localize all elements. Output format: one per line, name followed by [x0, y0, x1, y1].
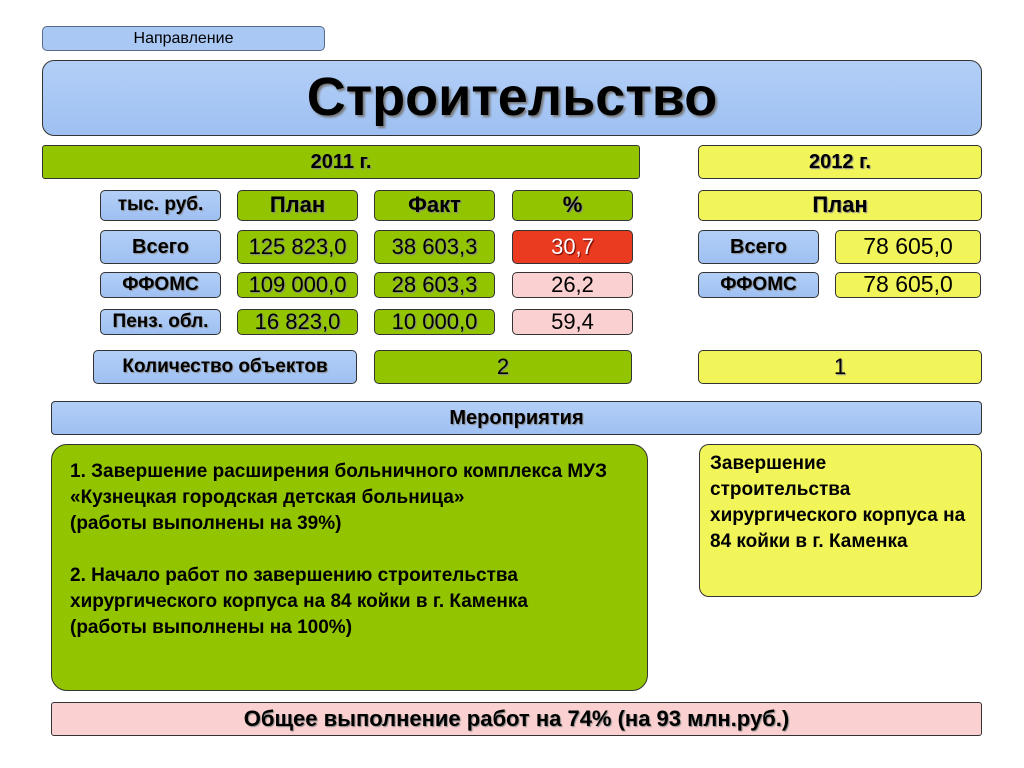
row-label-penza: Пенз. обл.: [100, 309, 221, 335]
row-label-ffoms: ФФОМС: [100, 272, 221, 298]
fact-ffoms-2011: 28 603,3: [374, 272, 495, 298]
year-2012-header: 2012 г.: [698, 145, 982, 179]
col-percent-2011: %: [512, 190, 633, 221]
plan-ffoms-2011: 109 000,0: [237, 272, 358, 298]
row-label-ffoms-2012: ФФОМС: [698, 272, 819, 298]
col-fact-2011: Факт: [374, 190, 495, 221]
percent-ffoms-2011: 26,2: [512, 272, 633, 298]
plan-total-2011: 125 823,0: [237, 230, 358, 264]
col-plan-2011: План: [237, 190, 358, 221]
measure-2012-text: Завершение строительства хирургического корпуса на 84 койки в г. Каменка: [710, 453, 966, 552]
fact-total-2011: 38 603,3: [374, 230, 495, 264]
measures-2011-box: [51, 444, 648, 691]
fact-penza-2011: 10 000,0: [374, 309, 495, 335]
row-label-total: Всего: [100, 230, 221, 264]
measure-1-text: 1. Завершение расширения больничного комплекса МУЗ «Кузнецкая городская детская больница»: [70, 461, 607, 508]
objects-count-label: Количество объектов: [93, 350, 357, 384]
objects-count-2012: 1: [698, 350, 982, 384]
measure-2-text: 2. Начало работ по завершению строительства хирургического корпуса на 84 койки в г. Каменка: [70, 565, 528, 612]
measures-header: Мероприятия: [51, 401, 982, 435]
plan-total-2012: 78 605,0: [835, 230, 981, 264]
percent-total-2011: 30,7: [512, 230, 633, 264]
year-2011-header: 2011 г.: [42, 145, 640, 179]
plan-penza-2011: 16 823,0: [237, 309, 358, 335]
units-label: тыс. руб.: [100, 190, 221, 221]
plan-ffoms-2012: 78 605,0: [835, 272, 981, 298]
col-plan-2012: План: [698, 190, 982, 221]
page-title: Строительство: [42, 60, 982, 136]
percent-penza-2011: 59,4: [512, 309, 633, 335]
measures-2012-box: [699, 444, 982, 597]
summary-bar: Общее выполнение работ на 74% (на 93 млн.руб.): [51, 702, 982, 736]
measure-2-status: (работы выполнены на 100%): [70, 617, 353, 638]
measure-1-status: (работы выполнены на 39%): [70, 513, 342, 534]
direction-label: Направление: [42, 26, 325, 51]
objects-count-2011: 2: [374, 350, 632, 384]
row-label-total-2012: Всего: [698, 230, 819, 264]
